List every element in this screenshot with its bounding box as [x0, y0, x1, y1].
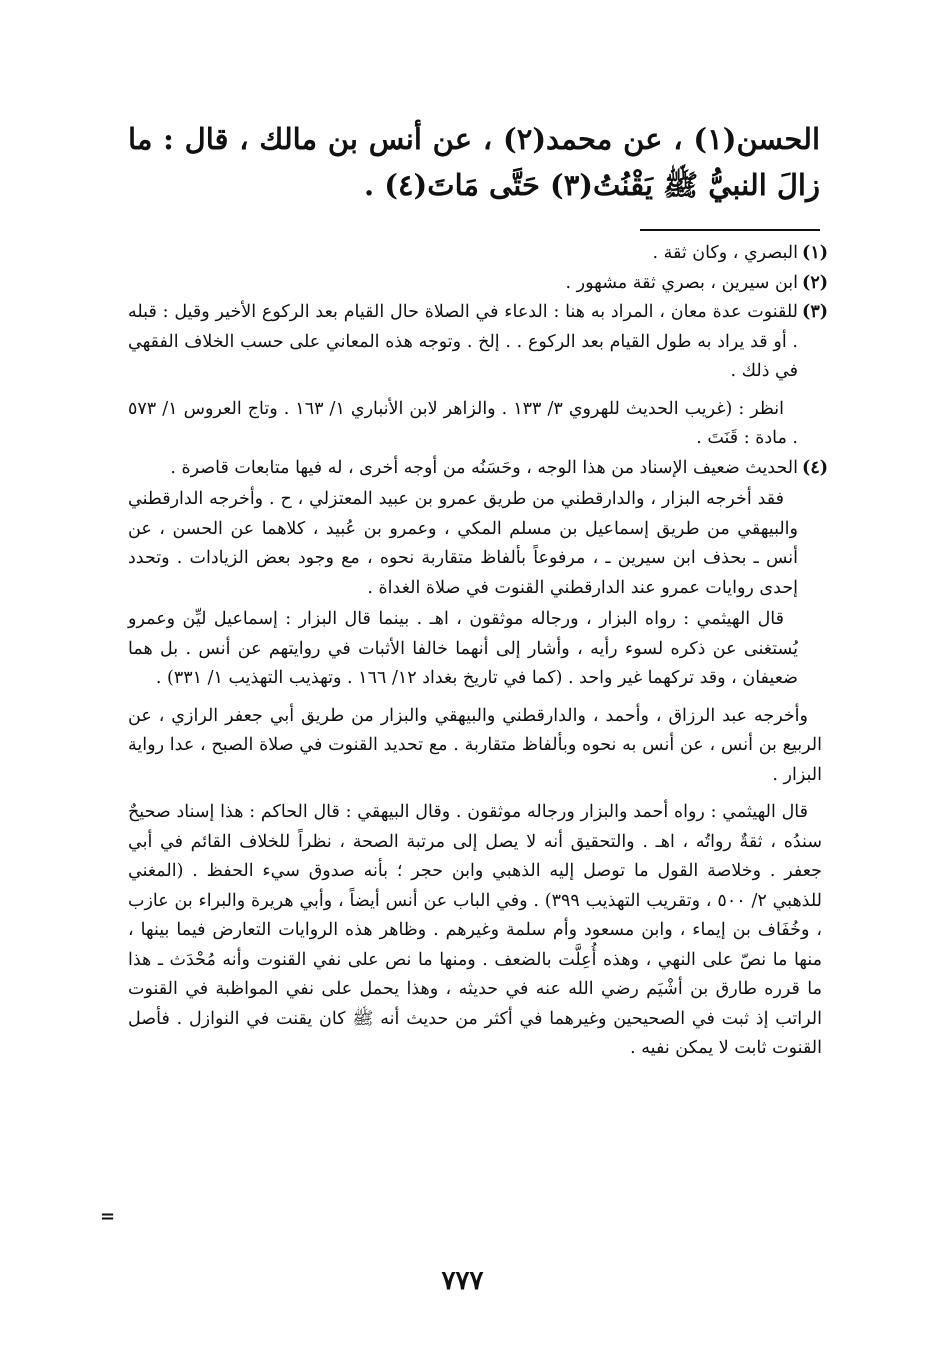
footnote-paragraph: وأخرجه عبد الرزاق ، وأحمد ، والدارقطني والبيهقي والبزار من طريق أبي جعفر الرازي ، عن الربيع بن أنس ، عن أنس به نحوه وبألفاظ متقاربة . مع تحديد القنوت في صلاة الصبح ، عدا رواية البزار .: [128, 705, 822, 785]
footnote-3: [128, 298, 828, 454]
footnote-number: (٤): [802, 457, 828, 478]
footnote-number: (٣): [802, 302, 828, 322]
footnote-paragraph: قال الهيثمي : رواه أحمد والبزار ورجاله موثقون . وقال البيهقي : قال الحاكم : هذا إسناد صحيحٌ سندُه ، ثقةٌ رواتُه ، اهـ . والتحقيق أنه لا يصل إلى مرتبة الصحة ، نظراً للخلاف القائم في أبي جعفر . وخلاصة القول ما توصل إليه الذهبي وابن حجر ؛ بأنه صدوق سيء الحفظ . (المغني للذهبي ٢/ ٥٠٠ ، وتقريب التهذيب ٣٩٩) . وفي الباب عن أنس أيضاً ، وأبي هريرة والبراء بن عازب ، وخُفَاف بن إيماء ، وابن مسعود وأم سلمة وغيرهم . وظاهر هذه الروايات التعارض فيما بينها ، منها ما نصّ على النهي ، وهذه أُعِلَّت بالضعف . ومنها ما نص على نفي القنوت وأنه مُحْدَث ـ هذا ما قرره طارق بن أشْيَم رضي الله عنه في حديثه ، وهذا يحمل على نفي المواظبة في القنوت الراتب إذ ثبت في الصحيحين وغيرهما في أكثر من حديث أنه ﷺ كان يقنت في النوازل . فأصل القنوت ثابت لا يمكن نفيه .: [128, 802, 822, 1058]
footnote-number: (١): [802, 243, 828, 263]
footnote-4: [128, 454, 828, 1064]
footnote-1: [128, 239, 828, 269]
hadith-text: الحسن(١) ، عن محمد(٢) ، عن أنس بن مالك ، قال : ما زالَ النبيُّ ﷺ يَقْنُتُ(٣) حَتَّى مَاتَ(٤) .: [128, 122, 820, 202]
footnote-paragraph: للقنوت عدة معان ، المراد به هنا : الدعاء في الصلاة حال القيام بعد الركوع الأخير وقيل : قبله . أو قد يراد به طول القيام بعد الركوع . . إلخ . وتوجه هذه المعاني على حسب الخلاف الفقهي في ذلك .: [128, 302, 798, 381]
footnote-separator: [640, 229, 820, 231]
footnote-paragraph: ابن سيرين ، بصري ثقة مشهور .: [565, 272, 798, 293]
footnotes: [128, 239, 828, 1064]
footnote-paragraph: قال الهيثمي : رواه البزار ، ورجاله موثقون ، اهـ . بينما قال البزار : إسماعيل ليِّن وعمرو يُستغنى عن ذكره لسوء رأيه ، وأشار إلى أنهما خالفا الأثبات في روايتهم عن أنس . بل هما ضعيفان ، وقد تركهما غير واحد . (كما في تاريخ بغداد ١٢/ ١٦٦ . وتهذيب التهذيب ١/ ٣٣١) .: [128, 609, 798, 688]
footnote-paragraph: انظر : (غريب الحديث للهروي ٣/ ١٣٣ . والزاهر لابن الأنباري ١/ ١٦٣ . وتاج العروس ١/ ٥٧٣ . مادة : قَنَتَ .: [128, 398, 798, 448]
footnote-2: [128, 269, 828, 299]
footnote-paragraph: فقد أخرجه البزار ، والدارقطني من طريق عمرو بن عبيد المعتزلي ، ح . وأخرجه الدارقطني والبيهقي من طريق إسماعيل بن مسلم المكي ، وعمرو بن عُبيد ، كلاهما عن الحسن ، عن أنس ـ بحذف ابن سيرين ـ ، مرفوعاً بألفاظ متقاربة نحوه ، مع وجود بعض الزيادات . وتحدد إحدى روايات عمرو عند الدارقطني القنوت في صلاة الغداة .: [128, 489, 798, 598]
page-number: ٧٧٧: [441, 1266, 484, 1296]
footnote-number: (٢): [802, 272, 828, 293]
footnote-paragraph: البصري ، وكان ثقة .: [652, 243, 798, 263]
footnote-paragraph: الحديث ضعيف الإسناد من هذا الوجه ، وحَسَنُه من أوجه أخرى ، له فيها متابعات قاصرة .: [170, 457, 798, 478]
margin-mark: =: [100, 1206, 116, 1227]
